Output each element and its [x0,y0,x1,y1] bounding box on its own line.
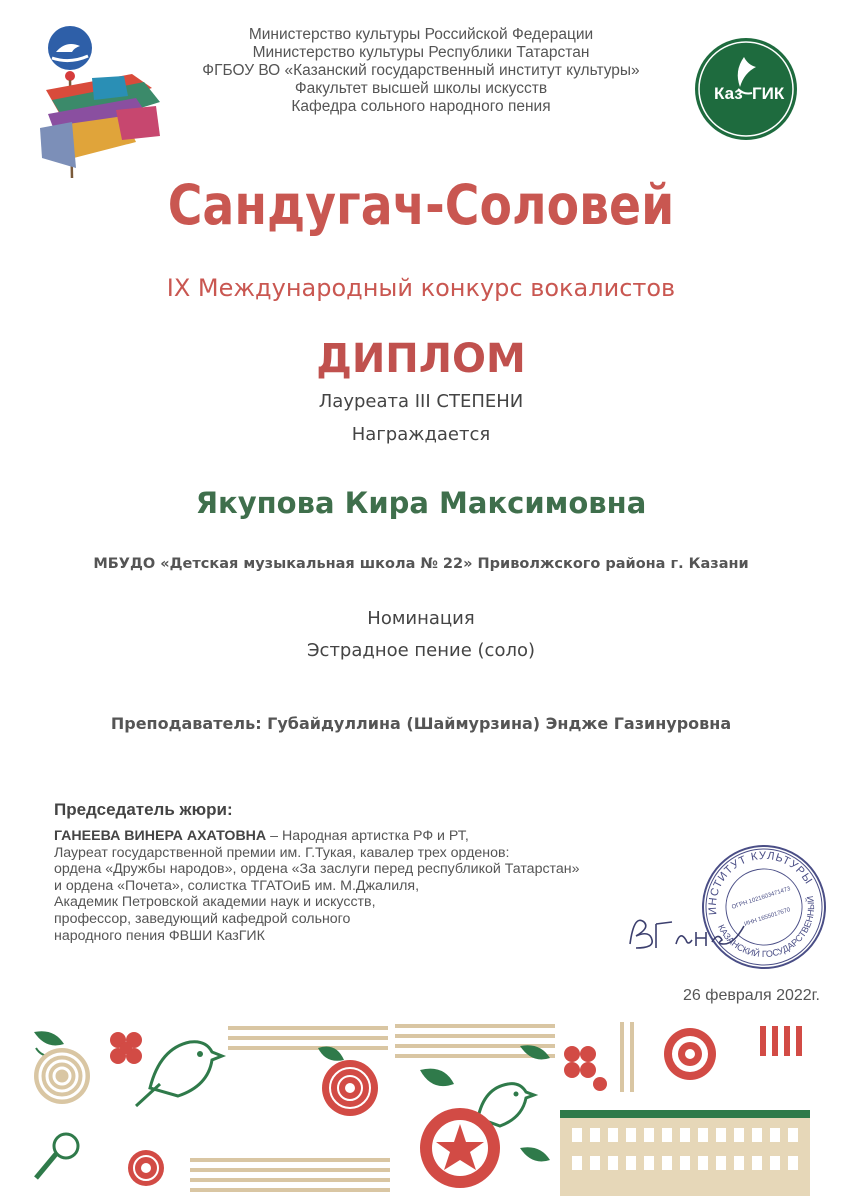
jury-line: Академик Петровской академии наук и искусств, [54,894,376,911]
jury-chair-line [54,828,734,845]
jury-line: профессор, заведующий кафедрой сольного [54,910,351,927]
red-target-icon [322,1060,378,1116]
signature-icon [622,896,752,966]
participant-name: Якупова Кира Максимовна [195,486,647,520]
logo-text-left: Каз [714,84,743,103]
header-line: Факультет высшей школы искусств [294,80,548,97]
nomination-label: Номинация [367,608,475,629]
contest-subtitle: IX Международный конкурс вокалистов [166,274,676,302]
microphone-icon [36,1134,78,1178]
header-line: Министерство культуры Российской Федерации [248,26,594,43]
nomination-value: Эстрадное пение (соло) [306,640,535,661]
header-organizations [190,26,652,116]
laureate-degree: Лауреата III СТЕПЕНИ [318,391,524,412]
diploma-heading: ДИПЛОМ [316,336,526,382]
jury-line: народного пения ФВШИ КазГИК [54,927,265,944]
red-flower-icon [564,1046,607,1091]
building-icon [560,1110,810,1196]
star-medallion-icon [420,1108,500,1188]
decorative-ornament-band [0,1018,842,1200]
awarded-label: Награждается [351,424,491,445]
kazgik-logo-icon [694,37,798,141]
stamp-inner-bottom: ИНН 1655017670 [743,907,792,928]
school-name: МБУДО «Детская музыкальная школа № 22» Приволжского района г. Казани [93,556,749,572]
jury-line: Лауреат государственной премии им. Г.Тукая, кавалер трех орденов: [54,844,510,861]
bird-icon [136,1042,222,1106]
stamp-inner-top: ОГРН 1021603471473 [731,886,792,911]
teacher-line: Преподаватель: Губайдуллина (Шаймурзина) Эндже Газинуровна [110,714,732,733]
jury-title: Председатель жюри: [54,800,233,819]
issue-date: 26 февраля 2022г. [683,987,820,1004]
stamp-top-text: ИНСТИТУТ КУЛЬТУРЫ [706,849,815,916]
header-line: Кафедра сольного народного пения [291,98,551,115]
festival-logo-icon [32,18,172,183]
logo-text-right: ГИК [752,84,785,103]
sun-ornament-icon [664,1028,716,1080]
jury-chair-title: – Народная артистка РФ и РТ, [266,828,469,844]
header-line: Министерство культуры Республики Татарстан [252,44,590,61]
red-flower-icon [110,1032,142,1064]
header-line: ФГБОУ ВО «Казанский государственный институт культуры» [202,62,640,79]
jury-chair-name: ГАНЕЕВА ВИНЕРА АХАТОВНА [54,828,267,844]
stamp-bottom-text: КАЗАНСКИЙ ГОСУДАРСТВЕННЫЙ [716,895,817,960]
contest-title: Сандугач-Соловей [167,173,675,237]
jury-line: и ордена «Почета», солистка ТГАТОиБ им. М.Джалиля, [54,877,420,894]
jury-line: ордена «Дружбы народов», ордена «За заслуги перед республикой Татарстан» [54,861,580,878]
target-circle-icon [34,1048,90,1104]
